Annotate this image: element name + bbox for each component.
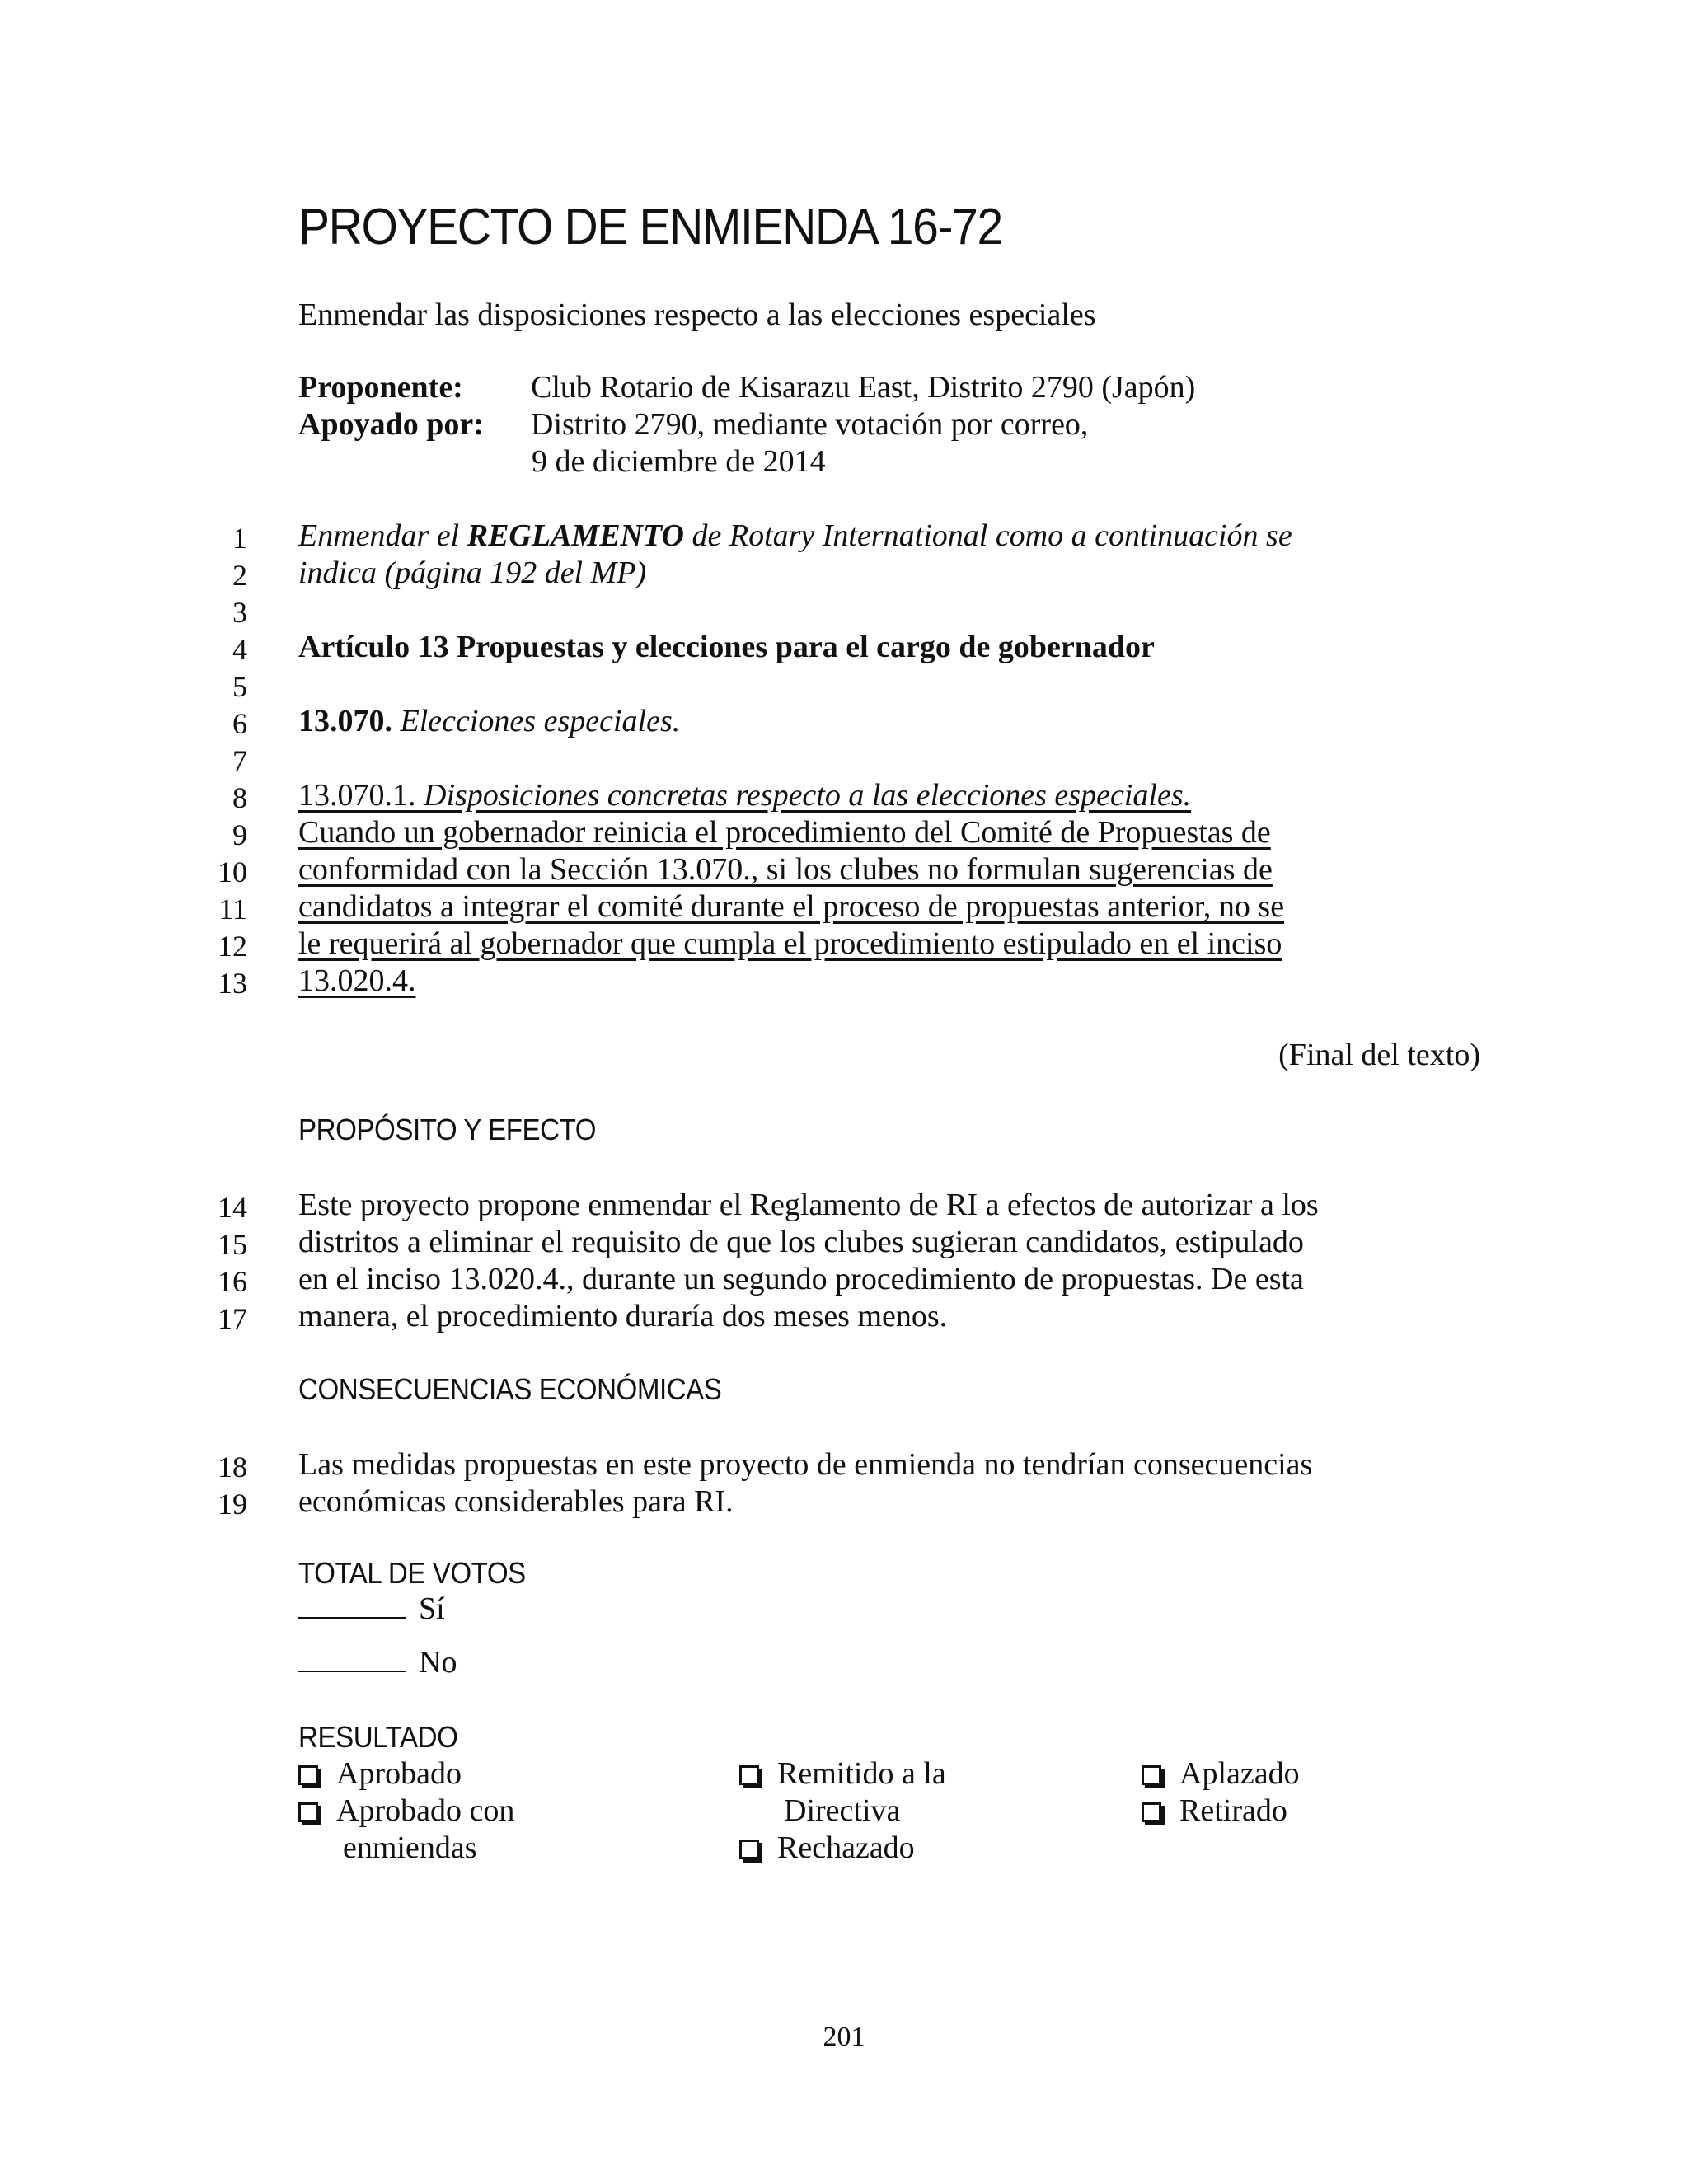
checkbox-icon[interactable] <box>298 1765 318 1785</box>
vote-yes-row[interactable] <box>298 1591 445 1627</box>
checkbox-icon[interactable] <box>739 1765 759 1785</box>
result-approved-with-amendments-cont: enmiendas <box>343 1830 477 1865</box>
amendment-body-line: le requerirá al gobernador que cumpla el procedimiento estipulado en el inciso <box>298 926 1282 961</box>
result-heading: RESULTADO <box>298 1720 458 1754</box>
line-number: 11 <box>218 893 247 926</box>
economic-heading: CONSECUENCIAS ECONÓMICAS <box>298 1372 722 1406</box>
page-number: 201 <box>823 2022 865 2052</box>
article-heading: Artículo 13 Propuestas y elecciones para el cargo de gobernador <box>298 630 1155 664</box>
result-rejected[interactable]: Rechazado <box>739 1830 915 1866</box>
line-number: 18 <box>218 1451 247 1483</box>
purpose-heading: PROPÓSITO Y EFECTO <box>298 1113 597 1146</box>
vote-no-row[interactable] <box>298 1644 457 1680</box>
supported-row <box>298 406 1088 443</box>
line-number: 10 <box>218 855 247 888</box>
section-heading: 13.070. Elecciones especiales. <box>298 704 681 738</box>
amendment-line-1: Enmendar el REGLAMENTO de Rotary International como a continuación se <box>298 518 1292 553</box>
line-number: 8 <box>232 781 247 814</box>
line-number: 17 <box>218 1302 247 1335</box>
end-of-text-note: (Final del texto) <box>1278 1038 1480 1072</box>
result-approved-with-amendments[interactable]: Aprobado con <box>298 1793 514 1829</box>
line-number: 3 <box>232 596 247 629</box>
line-number: 13 <box>218 967 247 1000</box>
vote-yes-blank[interactable] <box>298 1592 406 1619</box>
line-number: 19 <box>218 1488 247 1521</box>
amendment-body-line: conformidad con la Sección 13.070., si los clubes no formulan sugerencias de <box>298 852 1273 887</box>
result-referred-to-board-cont: Directiva <box>784 1793 901 1828</box>
proponent-value: Club Rotario de Kisarazu East, Distrito 2790 (Japón) <box>531 370 1196 405</box>
result-withdrawn[interactable]: Retirado <box>1142 1793 1287 1829</box>
amendment-body-line: candidatos a integrar el comité durante el proceso de propuestas anterior, no se <box>298 889 1285 924</box>
supported-value: Distrito 2790, mediante votación por correo, <box>531 407 1089 442</box>
checkbox-icon[interactable] <box>1142 1802 1161 1822</box>
line-number: 14 <box>218 1191 247 1224</box>
checkbox-icon[interactable] <box>1142 1765 1161 1785</box>
vote-yes-label: Sí <box>419 1591 445 1626</box>
subsection-heading: 13.070.1. Disposiciones concretas respecto a las elecciones especiales. <box>298 778 1192 813</box>
checkbox-icon[interactable] <box>298 1802 318 1822</box>
bylaws-label: REGLAMENTO <box>467 518 684 553</box>
supported-value-cont: 9 de diciembre de 2014 <box>532 444 826 479</box>
line-number: 2 <box>232 559 247 592</box>
vote-no-label: No <box>419 1645 457 1680</box>
purpose-line: Este proyecto propone enmendar el Reglamento de RI a efectos de autorizar a los <box>298 1188 1319 1222</box>
line-number: 16 <box>218 1265 247 1298</box>
votes-heading: TOTAL DE VOTOS <box>298 1556 526 1590</box>
economic-line: Las medidas propuestas en este proyecto de enmienda no tendrían consecuencias <box>298 1447 1313 1482</box>
line-number: 15 <box>218 1228 247 1261</box>
proponent-label: Proponente: <box>298 370 463 405</box>
supported-label: Apoyado por: <box>298 407 484 442</box>
amendment-body-line: 13.020.4. <box>298 963 416 998</box>
vote-no-blank[interactable] <box>298 1646 406 1672</box>
line-number: 4 <box>232 633 247 666</box>
amendment-body-line: Cuando un gobernador reinicia el procedimiento del Comité de Propuestas de <box>298 815 1271 850</box>
checkbox-icon[interactable] <box>739 1840 759 1859</box>
result-approved[interactable]: Aprobado <box>298 1755 462 1792</box>
line-number: 1 <box>232 522 247 555</box>
line-number: 9 <box>232 818 247 851</box>
amendment-line-2: indica (página 192 del MP) <box>298 555 647 590</box>
page-title: PROYECTO DE ENMIENDA 16-72 <box>298 199 1002 255</box>
result-postponed[interactable]: Aplazado <box>1142 1755 1300 1792</box>
economic-line: económicas considerables para RI. <box>298 1484 734 1519</box>
line-number: 5 <box>232 670 247 703</box>
result-referred-to-board[interactable]: Remitido a la <box>739 1755 946 1792</box>
line-number: 7 <box>232 744 247 777</box>
line-number: 12 <box>218 930 247 963</box>
line-number: 6 <box>232 707 247 740</box>
subtitle: Enmendar las disposiciones respecto a las elecciones especiales <box>298 298 1096 332</box>
proponent-row <box>298 369 1195 405</box>
purpose-line: en el inciso 13.020.4., durante un segundo procedimiento de propuestas. De esta <box>298 1262 1304 1296</box>
purpose-line: manera, el procedimiento duraría dos meses menos. <box>298 1299 948 1333</box>
purpose-line: distritos a eliminar el requisito de que los clubes sugieran candidatos, estipulado <box>298 1225 1304 1259</box>
